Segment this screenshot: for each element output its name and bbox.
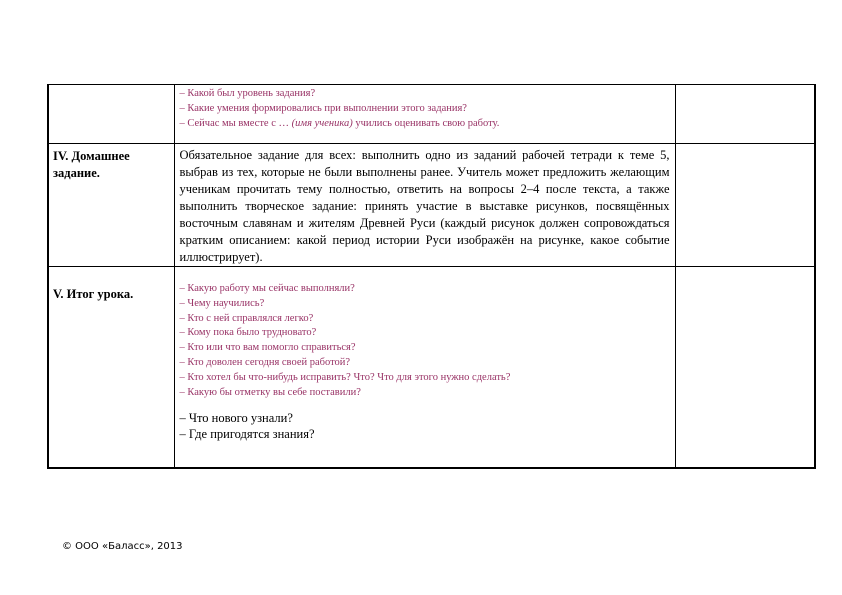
copyright-footer: © ООО «Баласс», 2013 [62, 541, 183, 552]
lesson-plan-table [47, 84, 816, 469]
question-item: – Кто доволен сегодня своей работой? [179, 356, 351, 368]
content-cell [174, 267, 675, 468]
table-row [48, 267, 815, 468]
final-question: – Что нового узнали? [179, 411, 293, 426]
notes-cell [675, 85, 815, 144]
stage-cell [48, 85, 174, 144]
question-item: – Чему научились? [179, 297, 265, 309]
question-part: – Сейчас мы вместе с … [179, 117, 292, 129]
question-item: – Какие умения формировались при выполнении этого задания? [179, 102, 467, 114]
question-list [175, 267, 675, 400]
notes-cell [675, 144, 815, 267]
notes-cell [675, 267, 815, 468]
content-cell [174, 144, 675, 267]
table-row [48, 144, 815, 267]
final-question: – Где пригодятся знания? [179, 427, 315, 442]
table-row [48, 85, 815, 144]
question-item: – Кто или что вам помогло справиться? [179, 342, 356, 354]
question-item: – Какую работу мы сейчас выполняли? [179, 283, 355, 294]
stage-cell [48, 144, 174, 267]
question-item: – Кто с ней справлялся легко? [179, 312, 314, 324]
question-item [180, 117, 669, 132]
question-item: – Кто хотел бы что-нибудь исправить? Что? Что для этого нужно сделать? [179, 371, 511, 383]
stage-label: IV. Домашнее задание. [53, 149, 130, 180]
stage-cell [48, 267, 174, 468]
stage-label: V. Итог урока. [53, 287, 134, 301]
question-item: – Кому пока было трудновато? [179, 327, 317, 339]
student-name-placeholder: (имя ученика) [291, 117, 353, 129]
question-list [175, 85, 675, 131]
question-item: – Какую бы отметку вы себе поставили? [179, 386, 361, 398]
homework-text: Обязательное задание для всех: выполнить одно из заданий рабочей тетради к теме 5, выбрав из тех, которые не были выполнены ранее. Учитель может предложить желающим ученикам прочитать тему полностью, ответить на вопросы 2–4 после текста, а также выполнить творческое задание: принять участие в выставке рисунков, посвящённых восточным славянам и жителям Древней Руси (каждый рисунок должен сопровождаться кратким описанием: какой период истории Руси изображён на рисунке, какое событие иллюстрирует). [179, 148, 670, 264]
question-item: – Какой был уровень задания? [179, 88, 316, 99]
content-cell [174, 85, 675, 144]
stage-label [49, 85, 174, 89]
question-part: учились оценивать свою работу. [352, 117, 500, 129]
spacer [175, 400, 675, 410]
